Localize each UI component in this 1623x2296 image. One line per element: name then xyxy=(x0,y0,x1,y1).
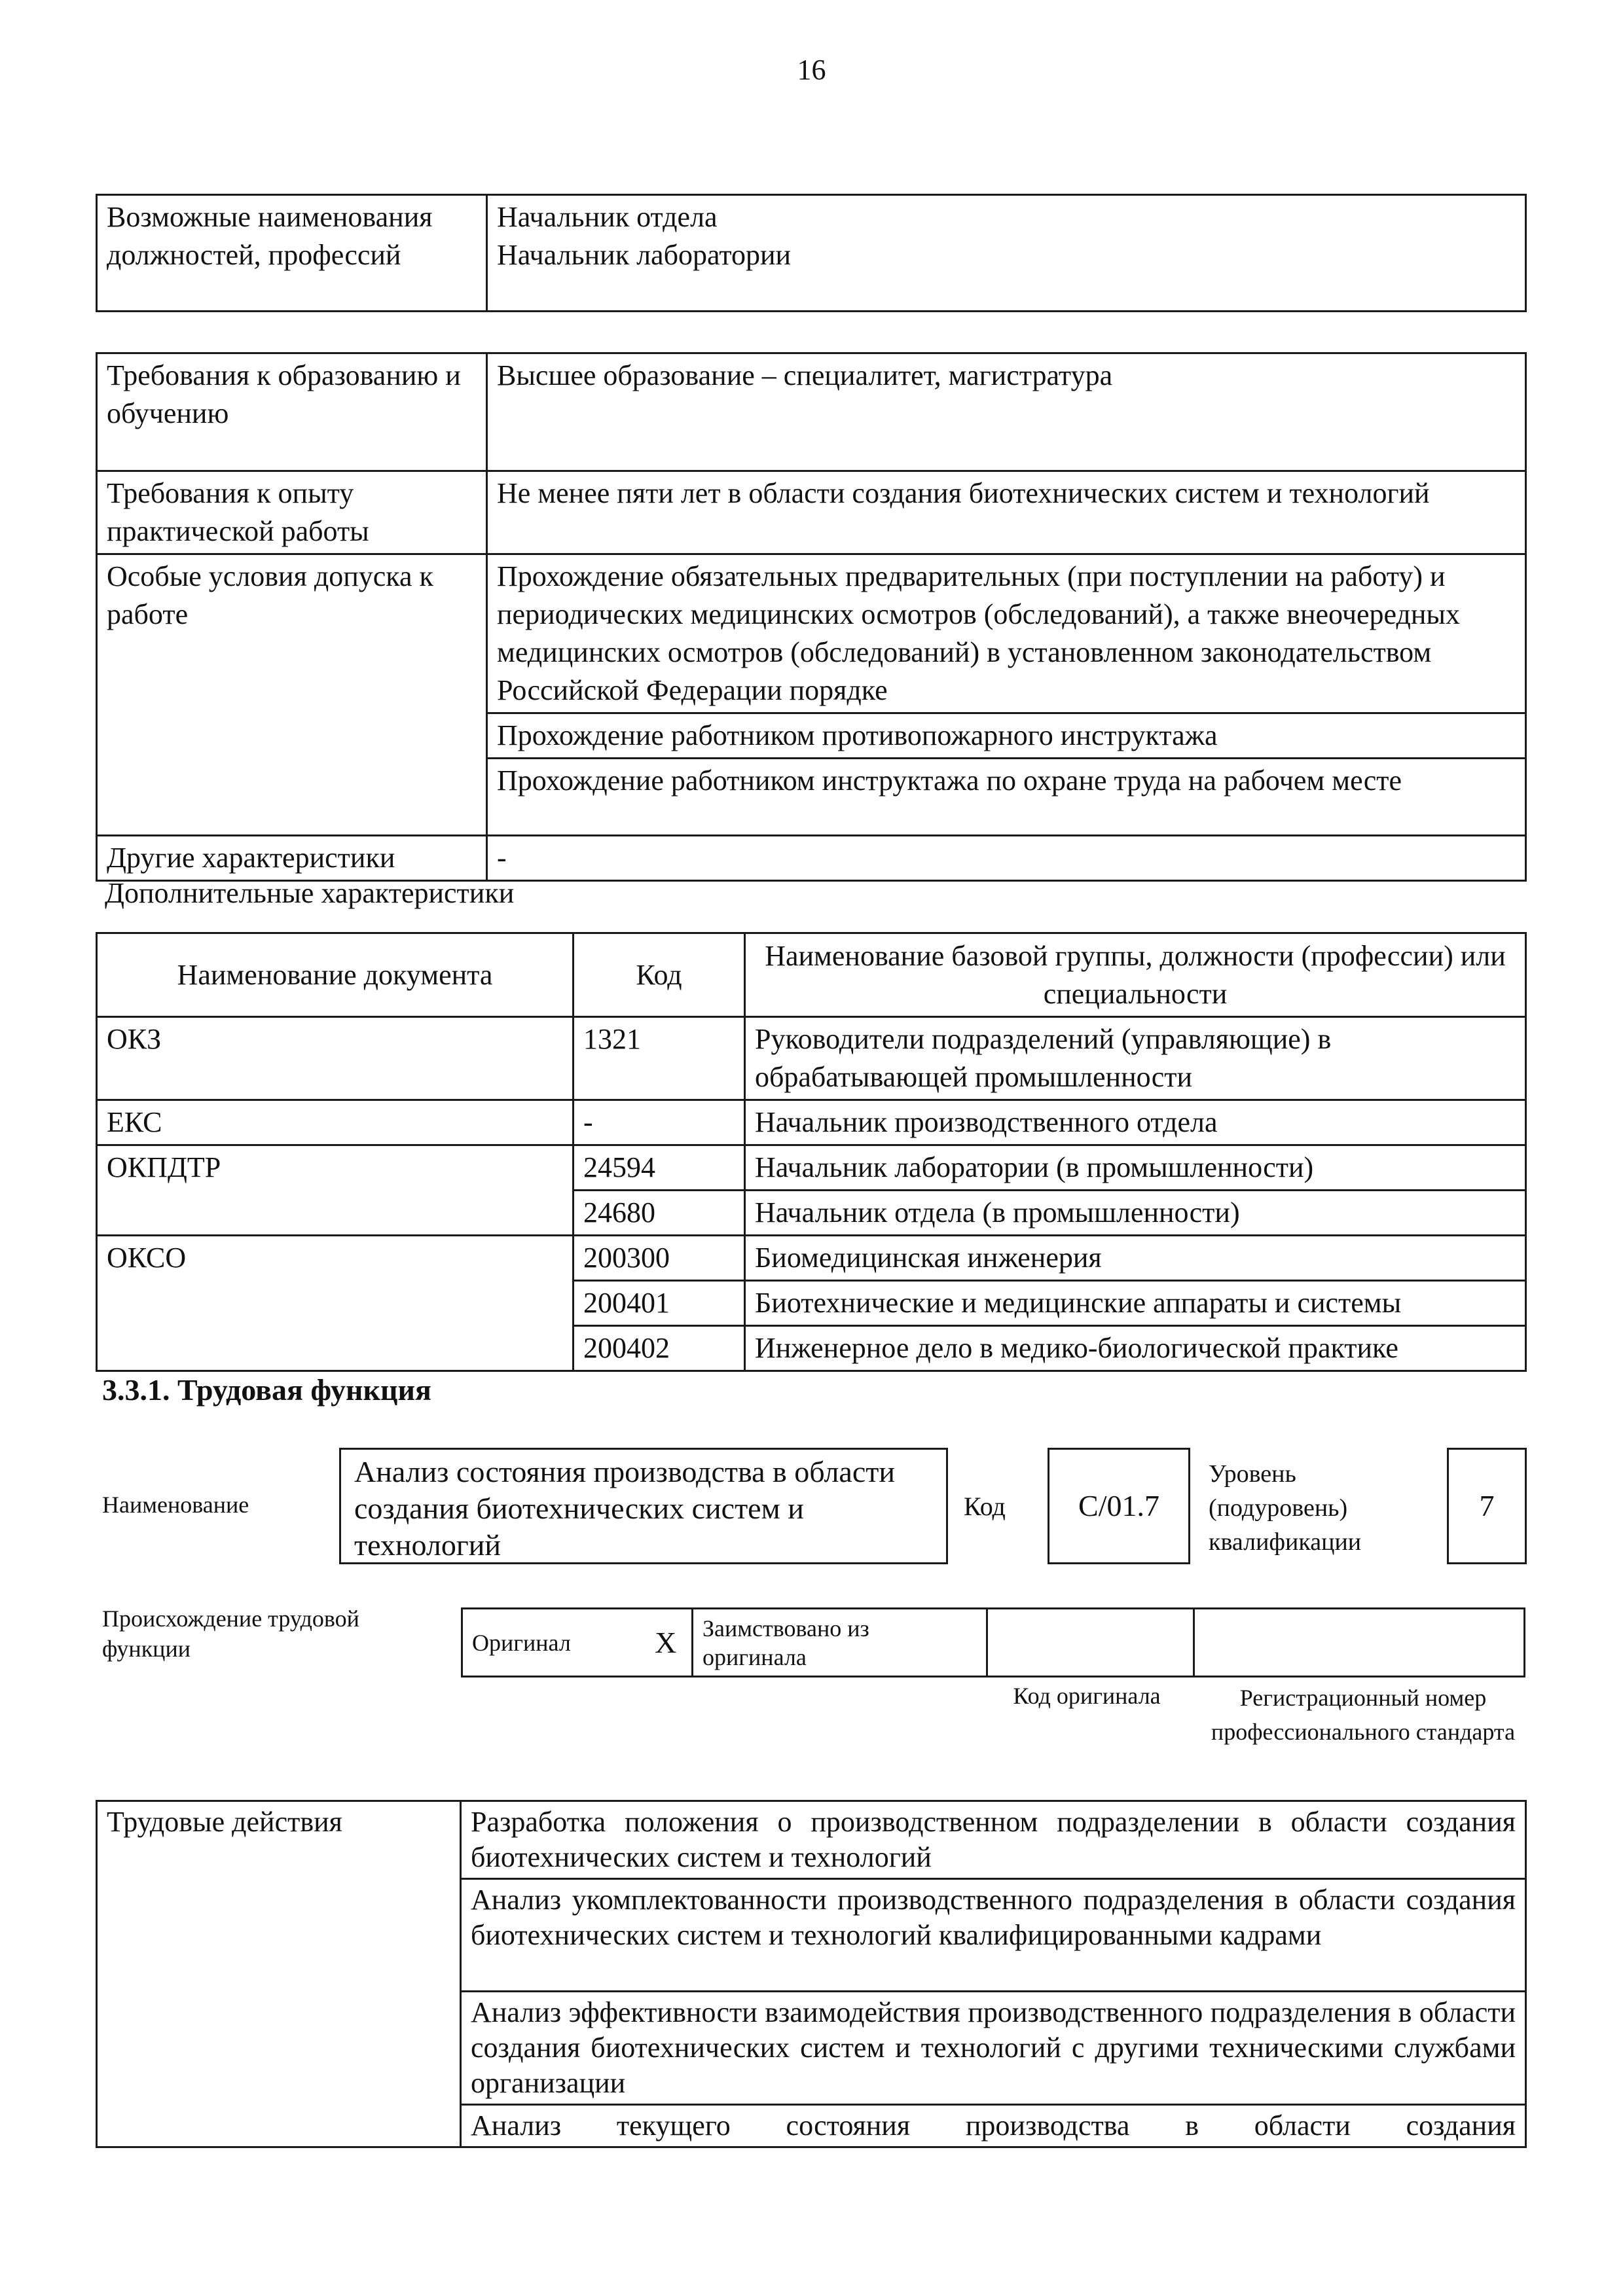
action-item: Анализ укомплектованности производственного подразделения в области создания биотехнических систем и технологий квалифицированными кадрами xyxy=(461,1879,1526,1992)
code-original-cell xyxy=(987,1609,1194,1677)
doc-cell: ОКПДТР xyxy=(97,1145,574,1236)
experience-value: Не менее пяти лет в области создания биотехнических систем и технологий xyxy=(487,471,1526,554)
experience-label: Требования к опыту практической работы xyxy=(97,471,487,554)
name-label: Наименование xyxy=(102,1492,249,1518)
name-cell: Руководители подразделений (управляющие) в обрабатывающей промышленности xyxy=(745,1017,1526,1100)
name-cell: Начальник производственного отдела xyxy=(745,1100,1526,1145)
other-value: - xyxy=(487,836,1526,881)
position-item: Начальник отдела xyxy=(497,201,718,233)
positions-label: Возможные наименования должностей, профессий xyxy=(97,195,487,312)
other-label: Другие характеристики xyxy=(97,836,487,881)
code-cell: 200401 xyxy=(574,1281,745,1326)
page-number: 16 xyxy=(797,54,826,86)
code-cell: - xyxy=(574,1100,745,1145)
action-item: Разработка положения о производственном подразделении в области создания биотехнических систем и технологий xyxy=(461,1801,1526,1879)
positions-values xyxy=(487,195,1526,312)
level-value-box xyxy=(1447,1448,1527,1564)
additional-table xyxy=(96,932,1527,1372)
original-mark: X xyxy=(640,1609,693,1677)
original-label: Оригинал xyxy=(462,1609,640,1677)
conditions-value: Прохождение работником противопожарного инструктажа xyxy=(487,713,1526,759)
origin-label: Происхождение трудовой функции xyxy=(102,1605,359,1662)
header-document: Наименование документа xyxy=(97,933,574,1017)
code-original-label: Код оригинала xyxy=(1013,1683,1161,1709)
requirements-table xyxy=(96,352,1527,882)
code-cell: 200300 xyxy=(574,1236,745,1281)
code-cell: 24594 xyxy=(574,1145,745,1191)
name-cell: Биотехнические и медицинские аппараты и системы xyxy=(745,1281,1526,1326)
conditions-value: Прохождение работником инструктажа по охране труда на рабочем месте xyxy=(487,759,1526,836)
code-cell: 24680 xyxy=(574,1191,745,1236)
origin-table xyxy=(461,1607,1525,1677)
doc-cell: ЕКС xyxy=(97,1100,574,1145)
name-value-box xyxy=(339,1448,948,1564)
name-cell: Биомедицинская инженерия xyxy=(745,1236,1526,1281)
code-cell: 200402 xyxy=(574,1326,745,1371)
action-item: Анализ эффективности взаимодействия производственного подразделения в области создания биотехнических систем и технологий с другими техническими службами организации xyxy=(461,1992,1526,2105)
actions-table xyxy=(96,1800,1527,2148)
header-name: Наименование базовой группы, должности (профессии) или специальности xyxy=(745,933,1526,1017)
level-value: 7 xyxy=(1479,1489,1495,1522)
code-value-box xyxy=(1048,1448,1190,1564)
name-cell: Начальник лаборатории (в промышленности) xyxy=(745,1145,1526,1191)
name-cell: Инженерное дело в медико-биологической практике xyxy=(745,1326,1526,1371)
reg-number-label: Регистрационный номер профессионального стандарта xyxy=(1211,1685,1516,1745)
doc-cell: ОКЗ xyxy=(97,1017,574,1100)
positions-table xyxy=(96,194,1527,312)
reg-number-cell xyxy=(1194,1609,1525,1677)
level-label: Уровень (подуровень) квалификации xyxy=(1209,1460,1362,1556)
position-item: Начальник лаборатории xyxy=(497,239,792,271)
code-value: С/01.7 xyxy=(1078,1489,1159,1522)
conditions-label: Особые условия допуска к работе xyxy=(97,554,487,836)
code-label: Код xyxy=(964,1492,1006,1521)
borrowed-label: Заимствовано из оригинала xyxy=(693,1609,987,1677)
education-label: Требования к образованию и обучению xyxy=(97,353,487,471)
doc-cell: ОКСО xyxy=(97,1236,574,1371)
action-item: Анализ текущего состояния производства в области создания xyxy=(461,2105,1526,2147)
code-cell: 1321 xyxy=(574,1017,745,1100)
header-code: Код xyxy=(574,933,745,1017)
additional-caption: Дополнительные характеристики xyxy=(105,877,515,909)
name-value: Анализ состояния производства в области создания биотехнических систем и технологий xyxy=(354,1455,895,1562)
section-title: 3.3.1. Трудовая функция xyxy=(102,1373,431,1407)
name-cell: Начальник отдела (в промышленности) xyxy=(745,1191,1526,1236)
conditions-value: Прохождение обязательных предварительных (при поступлении на работу) и периодических медицинских осмотров (обследований), а также внеочередных медицинских осмотров (обследований) в установленном законодательством Российской Федерации порядке xyxy=(487,554,1526,713)
actions-label: Трудовые действия xyxy=(97,1801,461,2147)
education-value: Высшее образование – специалитет, магистратура xyxy=(487,353,1526,471)
